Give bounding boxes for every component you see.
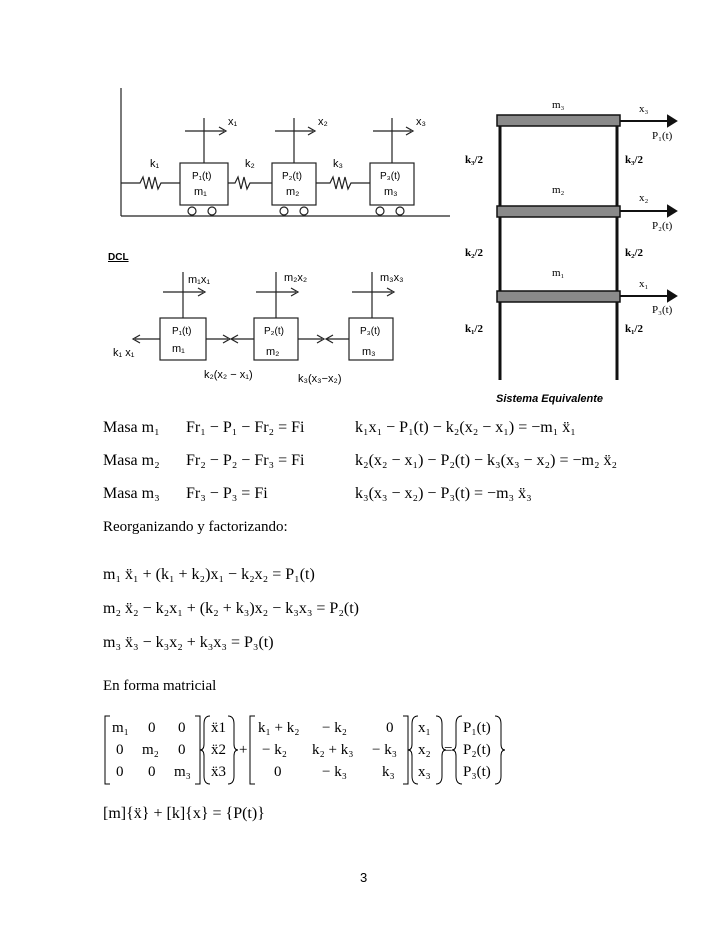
x1-label: x₁	[228, 116, 238, 128]
frame-x3: x₃	[639, 103, 649, 115]
frame-k1-right: k₁/2	[625, 323, 643, 335]
figure	[0, 0, 728, 420]
dcl-k2: k₂(x₂ − x₁)	[204, 369, 253, 381]
frame-k2-left: k₂/2	[465, 247, 483, 259]
shear-frame	[500, 118, 617, 380]
mass-box-3	[370, 163, 414, 205]
mass-box-2	[272, 163, 316, 205]
k1-label: k₁	[150, 158, 160, 170]
plus-sign: +	[239, 742, 248, 758]
frame-m2: m₂	[552, 184, 565, 196]
frame-x1: x₁	[639, 278, 649, 290]
eq-force-3: Fr₃ − P₃ = Fi	[186, 485, 268, 502]
M-13: 0	[178, 720, 186, 736]
P-3: P₃(t)	[463, 764, 491, 780]
x3-label: x₃	[416, 116, 426, 128]
equals-sign: =	[444, 742, 453, 758]
dcl-labels	[113, 272, 404, 385]
p2-label: P₂(t)	[282, 171, 302, 182]
frame-x2: x₂	[639, 192, 649, 204]
frame-m1: m₁	[552, 267, 565, 279]
dcl-k1x1: k₁ x₁	[113, 347, 135, 359]
dcl-k3: k₃(x₃−x₂)	[298, 373, 342, 385]
eq-label-2: Masa m₂	[103, 452, 160, 469]
mass-box-1	[180, 163, 228, 205]
frame-k3-left: k₃/2	[465, 154, 483, 166]
M-23: 0	[178, 742, 186, 758]
dcl-m1x1: m₁x₁	[188, 274, 211, 286]
dcl-label: DCL	[108, 252, 129, 263]
spring-k2	[228, 177, 272, 189]
x2-label: x₂	[318, 116, 328, 128]
M-33: m₃	[174, 764, 191, 780]
p1-label: P₁(t)	[192, 171, 212, 182]
dcl-m3: m₃	[362, 346, 376, 358]
eq-force-1: Fr₁ − P₁ − Fr₂ = Fi	[186, 419, 305, 436]
K-21: − k₂	[262, 742, 287, 758]
frame-k3-right: k₃/2	[625, 154, 643, 166]
m3-label: m₃	[384, 186, 398, 198]
eq-expanded-1: k₁x₁ − P₁(t) − k₂(x₂ − x₁) = −m₁ ẍ₁	[355, 419, 576, 436]
xdd-3: ẍ3	[211, 764, 226, 780]
frame-p3: P₃(t)	[652, 304, 673, 316]
reorg-eq-1: m₁ ẍ₁ + (k₁ + k₂)x₁ − k₂x₂ = P₁(t)	[103, 566, 315, 583]
x-2: x₂	[418, 742, 431, 758]
frame-m3: m₃	[552, 99, 565, 111]
M-12: 0	[148, 720, 156, 736]
compact-equation: [m]{ẍ} + [k]{x} = {P(t)}	[103, 805, 265, 822]
K-31: 0	[274, 764, 282, 780]
K-11: k₁ + k₂	[258, 720, 300, 736]
eq-force-2: Fr₂ − P₂ − Fr₃ = Fi	[186, 452, 305, 469]
x-3: x₃	[418, 764, 431, 780]
dcl-p1: P₁(t)	[172, 326, 192, 337]
k2-label: k₂	[245, 158, 255, 170]
frame-k1-left: k₁/2	[465, 323, 483, 335]
K-13: 0	[386, 720, 394, 736]
frame-labels	[465, 99, 673, 405]
k3-label: k₃	[333, 158, 343, 170]
M-11: m₁	[112, 720, 129, 736]
dcl-m2x2: m₂x₂	[284, 272, 308, 284]
frame-k2-right: k₂/2	[625, 247, 643, 259]
xdd-2: ẍ2	[211, 742, 226, 758]
eq-expanded-3: k₃(x₃ − x₂) − P₃(t) = −m₃ ẍ₃	[355, 485, 532, 502]
matrix-brackets	[0, 710, 728, 790]
spring-k3	[316, 177, 370, 189]
K-33: k₃	[382, 764, 395, 780]
dcl-m2: m₂	[266, 346, 280, 358]
K-32: − k₃	[322, 764, 347, 780]
M-22: m₂	[142, 742, 159, 758]
P-1: P₁(t)	[463, 720, 491, 736]
P-2: P₂(t)	[463, 742, 491, 758]
m1-label: m₁	[194, 186, 207, 198]
K-12: − k₂	[322, 720, 347, 736]
load-arrows	[620, 116, 676, 301]
eq-label-1: Masa m₁	[103, 419, 160, 436]
reorg-eq-2: m₂ ẍ₂ − k₂x₁ + (k₂ + k₃)x₂ − k₃x₃ = P₂(t)	[103, 600, 359, 617]
xdd-1: ẍ1	[211, 720, 226, 736]
page-number: 3	[360, 870, 368, 885]
reorg-text: Reorganizando y factorizando:	[103, 519, 288, 535]
eq-expanded-2: k₂(x₂ − x₁) − P₂(t) − k₃(x₃ − x₂) = −m₂ ẍ₂	[355, 452, 618, 469]
matrix-text: En forma matricial	[103, 678, 217, 694]
p3-label: P₃(t)	[380, 171, 401, 182]
x-1: x₁	[418, 720, 431, 736]
K-22: k₂ + k₃	[312, 742, 354, 758]
spring-mass-labels	[150, 116, 426, 198]
frame-caption: Sistema Equivalente	[496, 393, 603, 405]
frame-p2: P₂(t)	[652, 220, 673, 232]
dcl-m1: m₁	[172, 343, 185, 355]
K-23: − k₃	[372, 742, 397, 758]
M-32: 0	[148, 764, 156, 780]
m2-label: m₂	[286, 186, 300, 198]
dcl-p3: P₃(t)	[360, 326, 381, 337]
reorg-eq-3: m₃ ẍ₃ − k₃x₂ + k₃x₃ = P₃(t)	[103, 634, 274, 651]
dcl-m3x3: m₃x₃	[380, 272, 404, 284]
eq-label-3: Masa m₃	[103, 485, 160, 502]
dcl-p2: P₂(t)	[264, 326, 284, 337]
frame-p1: P₁(t)	[652, 130, 673, 142]
spring-k1	[121, 177, 180, 189]
M-31: 0	[116, 764, 124, 780]
M-21: 0	[116, 742, 124, 758]
